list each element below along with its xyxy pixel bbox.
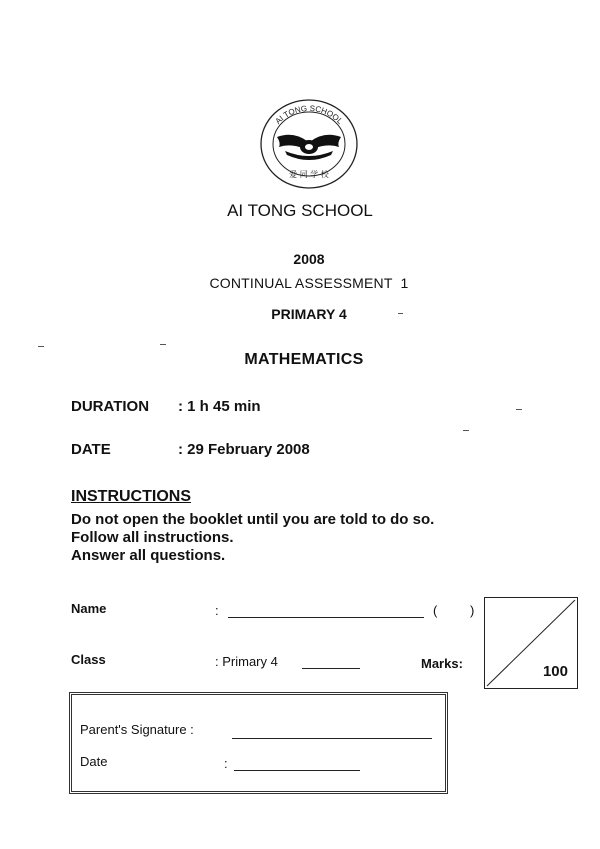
instruction-line: Answer all questions. bbox=[71, 547, 226, 564]
scan-speck bbox=[38, 346, 44, 347]
date-label: DATE bbox=[71, 441, 111, 458]
parent-signature-label: Parent's Signature : bbox=[80, 722, 194, 737]
marks-total: 100 bbox=[542, 663, 568, 680]
class-label: Class bbox=[71, 652, 106, 667]
date-value: : 29 February 2008 bbox=[178, 441, 310, 458]
assessment-title: CONTINUAL ASSESSMENT 1 bbox=[209, 275, 409, 291]
duration-value: : 1 h 45 min bbox=[178, 398, 261, 415]
class-value: : Primary 4 bbox=[215, 654, 278, 669]
scan-speck bbox=[463, 430, 469, 431]
duration-label: DURATION bbox=[71, 398, 150, 415]
parent-date-colon: : bbox=[224, 756, 228, 771]
logo-arc-text: AI TONG SCHOOL bbox=[273, 103, 345, 126]
instructions-title: INSTRUCTIONS bbox=[71, 488, 191, 505]
index-paren-close: ) bbox=[470, 603, 475, 618]
instruction-line: Do not open the booklet until you are told to do so. bbox=[71, 511, 435, 528]
exam-year: 2008 bbox=[293, 251, 325, 267]
marks-label: Marks: bbox=[421, 656, 463, 671]
scan-speck bbox=[398, 313, 403, 314]
scan-speck bbox=[516, 409, 522, 410]
name-field[interactable] bbox=[228, 617, 424, 618]
scan-speck bbox=[160, 344, 166, 345]
name-colon: : bbox=[215, 603, 219, 618]
marks-box[interactable] bbox=[484, 597, 578, 689]
school-name: AI TONG SCHOOL bbox=[227, 201, 373, 220]
parent-signature-field[interactable] bbox=[232, 738, 432, 739]
class-field[interactable] bbox=[302, 668, 360, 669]
parent-signature-box bbox=[69, 692, 448, 794]
logo-chinese-text: 爱 同 学 校 bbox=[289, 170, 329, 179]
index-paren-open: ( bbox=[433, 603, 438, 618]
parent-date-field[interactable] bbox=[234, 770, 360, 771]
subject-title: MATHEMATICS bbox=[244, 351, 364, 368]
name-label: Name bbox=[71, 601, 107, 616]
school-logo bbox=[255, 97, 363, 192]
parent-date-label: Date bbox=[80, 754, 108, 769]
level-title: PRIMARY 4 bbox=[271, 306, 347, 322]
instruction-line: Follow all instructions. bbox=[71, 529, 234, 546]
